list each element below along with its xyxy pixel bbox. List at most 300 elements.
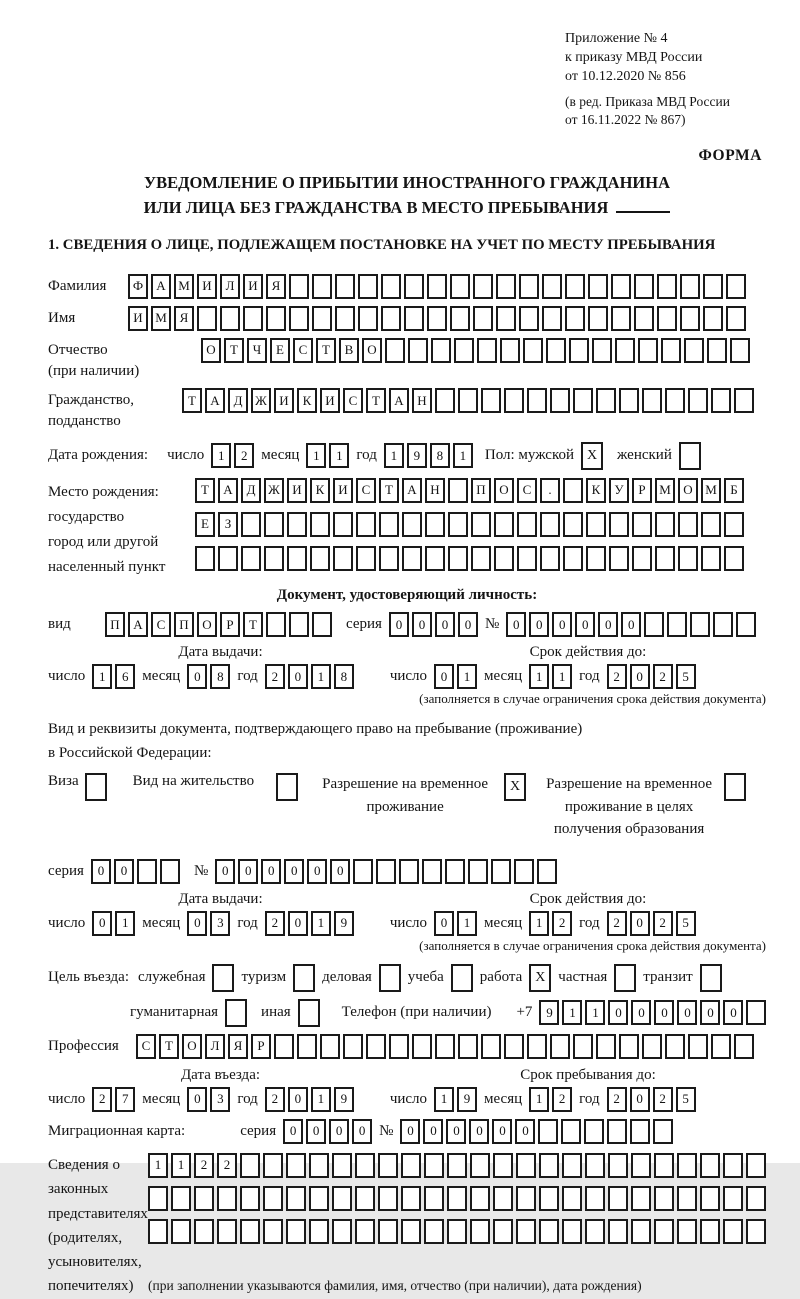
- char-cell[interactable]: А: [128, 612, 148, 637]
- char-cell[interactable]: [435, 1034, 455, 1059]
- char-cell[interactable]: [263, 1219, 283, 1244]
- char-cell[interactable]: [519, 306, 539, 331]
- char-cell[interactable]: [596, 1034, 616, 1059]
- char-cell[interactable]: И: [243, 274, 263, 299]
- char-cell[interactable]: 1: [311, 1087, 331, 1112]
- char-cell[interactable]: [194, 1219, 214, 1244]
- char-cell[interactable]: [491, 859, 511, 884]
- char-cell[interactable]: [540, 512, 560, 537]
- char-cell[interactable]: Ф: [128, 274, 148, 299]
- char-cell[interactable]: [379, 512, 399, 537]
- char-cell[interactable]: [297, 1034, 317, 1059]
- char-cell[interactable]: Р: [220, 612, 240, 637]
- char-cell[interactable]: Ж: [251, 388, 271, 413]
- char-cell[interactable]: Я: [228, 1034, 248, 1059]
- char-cell[interactable]: 0: [469, 1119, 489, 1144]
- char-cell[interactable]: Т: [159, 1034, 179, 1059]
- char-cell[interactable]: [607, 1119, 627, 1144]
- char-cell[interactable]: 2: [552, 911, 572, 936]
- char-cell[interactable]: [310, 512, 330, 537]
- char-cell[interactable]: [264, 512, 284, 537]
- char-cell[interactable]: Л: [205, 1034, 225, 1059]
- char-cell[interactable]: [266, 612, 286, 637]
- char-cell[interactable]: [634, 306, 654, 331]
- char-cell[interactable]: [642, 1034, 662, 1059]
- char-cell[interactable]: Д: [228, 388, 248, 413]
- sex-male-checkbox[interactable]: X: [581, 442, 603, 470]
- residence-permit-checkbox[interactable]: [276, 773, 298, 801]
- char-cell[interactable]: И: [287, 478, 307, 503]
- char-cell[interactable]: 0: [389, 612, 409, 637]
- char-cell[interactable]: [665, 1034, 685, 1059]
- char-cell[interactable]: [366, 1034, 386, 1059]
- char-cell[interactable]: 2: [653, 1087, 673, 1112]
- char-cell[interactable]: 5: [676, 911, 696, 936]
- char-cell[interactable]: Т: [366, 388, 386, 413]
- char-cell[interactable]: [312, 274, 332, 299]
- char-cell[interactable]: [289, 274, 309, 299]
- char-cell[interactable]: П: [105, 612, 125, 637]
- char-cell[interactable]: [389, 1034, 409, 1059]
- char-cell[interactable]: [657, 274, 677, 299]
- char-cell[interactable]: 2: [607, 1087, 627, 1112]
- char-cell[interactable]: 1: [552, 664, 572, 689]
- char-cell[interactable]: [378, 1219, 398, 1244]
- char-cell[interactable]: [538, 1119, 558, 1144]
- char-cell[interactable]: [585, 1153, 605, 1178]
- char-cell[interactable]: [309, 1153, 329, 1178]
- char-cell[interactable]: [655, 512, 675, 537]
- char-cell[interactable]: [425, 512, 445, 537]
- char-cell[interactable]: [608, 1219, 628, 1244]
- char-cell[interactable]: 0: [288, 664, 308, 689]
- char-cell[interactable]: [427, 274, 447, 299]
- char-cell[interactable]: [217, 1219, 237, 1244]
- char-cell[interactable]: [243, 306, 263, 331]
- char-cell[interactable]: [746, 1000, 766, 1025]
- char-cell[interactable]: [333, 546, 353, 571]
- char-cell[interactable]: [654, 1153, 674, 1178]
- char-cell[interactable]: [312, 612, 332, 637]
- char-cell[interactable]: [148, 1219, 168, 1244]
- char-cell[interactable]: [657, 306, 677, 331]
- char-cell[interactable]: [550, 388, 570, 413]
- char-cell[interactable]: 2: [265, 1087, 285, 1112]
- char-cell[interactable]: [734, 1034, 754, 1059]
- char-cell[interactable]: [723, 1153, 743, 1178]
- char-cell[interactable]: Т: [182, 388, 202, 413]
- char-cell[interactable]: 2: [217, 1153, 237, 1178]
- char-cell[interactable]: С: [151, 612, 171, 637]
- char-cell[interactable]: [450, 306, 470, 331]
- char-cell[interactable]: [493, 1153, 513, 1178]
- char-cell[interactable]: [746, 1186, 766, 1211]
- char-cell[interactable]: [470, 1219, 490, 1244]
- char-cell[interactable]: [703, 274, 723, 299]
- char-cell[interactable]: [713, 612, 733, 637]
- char-cell[interactable]: 2: [92, 1087, 112, 1112]
- char-cell[interactable]: [287, 546, 307, 571]
- char-cell[interactable]: [736, 612, 756, 637]
- char-cell[interactable]: [539, 1186, 559, 1211]
- char-cell[interactable]: [468, 859, 488, 884]
- char-cell[interactable]: [701, 546, 721, 571]
- purpose-business-checkbox[interactable]: [379, 964, 401, 992]
- char-cell[interactable]: [677, 1219, 697, 1244]
- char-cell[interactable]: .: [540, 478, 560, 503]
- char-cell[interactable]: [401, 1186, 421, 1211]
- char-cell[interactable]: 0: [215, 859, 235, 884]
- char-cell[interactable]: [310, 546, 330, 571]
- char-cell[interactable]: П: [174, 612, 194, 637]
- char-cell[interactable]: [220, 306, 240, 331]
- char-cell[interactable]: [332, 1219, 352, 1244]
- char-cell[interactable]: 0: [187, 1087, 207, 1112]
- char-cell[interactable]: [504, 1034, 524, 1059]
- char-cell[interactable]: [730, 338, 750, 363]
- char-cell[interactable]: 1: [562, 1000, 582, 1025]
- char-cell[interactable]: [677, 1153, 697, 1178]
- char-cell[interactable]: И: [333, 478, 353, 503]
- char-cell[interactable]: 0: [352, 1119, 372, 1144]
- char-cell[interactable]: 1: [329, 443, 349, 468]
- char-cell[interactable]: [565, 274, 585, 299]
- char-cell[interactable]: 0: [552, 612, 572, 637]
- char-cell[interactable]: [726, 274, 746, 299]
- char-cell[interactable]: [287, 512, 307, 537]
- char-cell[interactable]: 0: [238, 859, 258, 884]
- char-cell[interactable]: 0: [492, 1119, 512, 1144]
- char-cell[interactable]: А: [389, 388, 409, 413]
- char-cell[interactable]: 3: [210, 911, 230, 936]
- char-cell[interactable]: 1: [529, 911, 549, 936]
- char-cell[interactable]: [332, 1186, 352, 1211]
- char-cell[interactable]: [470, 1153, 490, 1178]
- char-cell[interactable]: 0: [654, 1000, 674, 1025]
- char-cell[interactable]: 0: [307, 859, 327, 884]
- char-cell[interactable]: А: [402, 478, 422, 503]
- char-cell[interactable]: [412, 1034, 432, 1059]
- char-cell[interactable]: [584, 1119, 604, 1144]
- char-cell[interactable]: [194, 1186, 214, 1211]
- char-cell[interactable]: 2: [234, 443, 254, 468]
- char-cell[interactable]: 2: [265, 911, 285, 936]
- char-cell[interactable]: [644, 612, 664, 637]
- char-cell[interactable]: У: [609, 478, 629, 503]
- char-cell[interactable]: К: [310, 478, 330, 503]
- char-cell[interactable]: [286, 1186, 306, 1211]
- char-cell[interactable]: 0: [515, 1119, 535, 1144]
- char-cell[interactable]: [586, 546, 606, 571]
- char-cell[interactable]: [427, 306, 447, 331]
- char-cell[interactable]: [700, 1219, 720, 1244]
- char-cell[interactable]: [642, 388, 662, 413]
- char-cell[interactable]: 9: [334, 1087, 354, 1112]
- char-cell[interactable]: 2: [265, 664, 285, 689]
- char-cell[interactable]: [661, 338, 681, 363]
- sex-female-checkbox[interactable]: [679, 442, 701, 470]
- char-cell[interactable]: 1: [384, 443, 404, 468]
- char-cell[interactable]: [711, 1034, 731, 1059]
- char-cell[interactable]: [608, 1186, 628, 1211]
- char-cell[interactable]: 0: [700, 1000, 720, 1025]
- char-cell[interactable]: [519, 274, 539, 299]
- char-cell[interactable]: С: [517, 478, 537, 503]
- char-cell[interactable]: А: [205, 388, 225, 413]
- char-cell[interactable]: [217, 1186, 237, 1211]
- char-cell[interactable]: [680, 306, 700, 331]
- char-cell[interactable]: 5: [676, 1087, 696, 1112]
- purpose-study-checkbox[interactable]: [451, 964, 473, 992]
- char-cell[interactable]: [332, 1153, 352, 1178]
- char-cell[interactable]: [632, 546, 652, 571]
- char-cell[interactable]: 0: [630, 911, 650, 936]
- char-cell[interactable]: Р: [632, 478, 652, 503]
- char-cell[interactable]: С: [356, 478, 376, 503]
- char-cell[interactable]: 0: [434, 911, 454, 936]
- char-cell[interactable]: [746, 1219, 766, 1244]
- char-cell[interactable]: 1: [311, 911, 331, 936]
- char-cell[interactable]: [312, 306, 332, 331]
- char-cell[interactable]: 0: [723, 1000, 743, 1025]
- char-cell[interactable]: [266, 306, 286, 331]
- char-cell[interactable]: [263, 1186, 283, 1211]
- char-cell[interactable]: 8: [210, 664, 230, 689]
- char-cell[interactable]: 0: [435, 612, 455, 637]
- char-cell[interactable]: [448, 478, 468, 503]
- char-cell[interactable]: [684, 338, 704, 363]
- char-cell[interactable]: О: [182, 1034, 202, 1059]
- char-cell[interactable]: [723, 1219, 743, 1244]
- char-cell[interactable]: 6: [115, 664, 135, 689]
- char-cell[interactable]: [630, 1119, 650, 1144]
- char-cell[interactable]: [378, 1153, 398, 1178]
- char-cell[interactable]: [585, 1186, 605, 1211]
- char-cell[interactable]: [241, 546, 261, 571]
- char-cell[interactable]: С: [136, 1034, 156, 1059]
- char-cell[interactable]: Т: [224, 338, 244, 363]
- char-cell[interactable]: [517, 546, 537, 571]
- char-cell[interactable]: [654, 1219, 674, 1244]
- char-cell[interactable]: 0: [434, 664, 454, 689]
- char-cell[interactable]: [654, 1186, 674, 1211]
- char-cell[interactable]: [171, 1186, 191, 1211]
- char-cell[interactable]: 0: [446, 1119, 466, 1144]
- char-cell[interactable]: 0: [330, 859, 350, 884]
- char-cell[interactable]: [690, 612, 710, 637]
- char-cell[interactable]: [655, 546, 675, 571]
- char-cell[interactable]: [447, 1186, 467, 1211]
- char-cell[interactable]: 2: [552, 1087, 572, 1112]
- char-cell[interactable]: [404, 274, 424, 299]
- char-cell[interactable]: [171, 1219, 191, 1244]
- char-cell[interactable]: [563, 512, 583, 537]
- char-cell[interactable]: [703, 306, 723, 331]
- char-cell[interactable]: 8: [430, 443, 450, 468]
- char-cell[interactable]: [517, 512, 537, 537]
- char-cell[interactable]: [356, 546, 376, 571]
- char-cell[interactable]: [378, 1186, 398, 1211]
- char-cell[interactable]: [197, 306, 217, 331]
- char-cell[interactable]: [631, 1219, 651, 1244]
- char-cell[interactable]: 1: [92, 664, 112, 689]
- char-cell[interactable]: 0: [423, 1119, 443, 1144]
- char-cell[interactable]: [493, 1186, 513, 1211]
- char-cell[interactable]: [355, 1219, 375, 1244]
- char-cell[interactable]: [539, 1219, 559, 1244]
- char-cell[interactable]: [665, 388, 685, 413]
- char-cell[interactable]: [516, 1153, 536, 1178]
- char-cell[interactable]: [562, 1186, 582, 1211]
- char-cell[interactable]: [358, 306, 378, 331]
- char-cell[interactable]: О: [197, 612, 217, 637]
- purpose-private-checkbox[interactable]: [614, 964, 636, 992]
- char-cell[interactable]: [425, 546, 445, 571]
- char-cell[interactable]: [286, 1219, 306, 1244]
- purpose-transit-checkbox[interactable]: [700, 964, 722, 992]
- char-cell[interactable]: [588, 274, 608, 299]
- char-cell[interactable]: 0: [630, 1087, 650, 1112]
- char-cell[interactable]: [619, 388, 639, 413]
- char-cell[interactable]: 1: [453, 443, 473, 468]
- char-cell[interactable]: 0: [598, 612, 618, 637]
- char-cell[interactable]: [539, 1153, 559, 1178]
- char-cell[interactable]: 0: [92, 911, 112, 936]
- char-cell[interactable]: [634, 274, 654, 299]
- char-cell[interactable]: [726, 306, 746, 331]
- char-cell[interactable]: [516, 1219, 536, 1244]
- char-cell[interactable]: [631, 1186, 651, 1211]
- char-cell[interactable]: [376, 859, 396, 884]
- char-cell[interactable]: [615, 338, 635, 363]
- char-cell[interactable]: 1: [529, 664, 549, 689]
- char-cell[interactable]: [493, 1219, 513, 1244]
- char-cell[interactable]: [611, 306, 631, 331]
- char-cell[interactable]: [596, 388, 616, 413]
- char-cell[interactable]: 0: [608, 1000, 628, 1025]
- char-cell[interactable]: Б: [724, 478, 744, 503]
- char-cell[interactable]: [335, 274, 355, 299]
- char-cell[interactable]: [481, 388, 501, 413]
- char-cell[interactable]: 0: [329, 1119, 349, 1144]
- char-cell[interactable]: [447, 1219, 467, 1244]
- char-cell[interactable]: 1: [457, 911, 477, 936]
- char-cell[interactable]: [573, 388, 593, 413]
- char-cell[interactable]: [527, 388, 547, 413]
- char-cell[interactable]: П: [471, 478, 491, 503]
- char-cell[interactable]: 0: [575, 612, 595, 637]
- char-cell[interactable]: [701, 512, 721, 537]
- char-cell[interactable]: [264, 546, 284, 571]
- char-cell[interactable]: [195, 546, 215, 571]
- char-cell[interactable]: [638, 338, 658, 363]
- char-cell[interactable]: Т: [243, 612, 263, 637]
- char-cell[interactable]: [309, 1219, 329, 1244]
- char-cell[interactable]: [688, 388, 708, 413]
- char-cell[interactable]: И: [320, 388, 340, 413]
- char-cell[interactable]: Т: [379, 478, 399, 503]
- char-cell[interactable]: [343, 1034, 363, 1059]
- char-cell[interactable]: [608, 1153, 628, 1178]
- char-cell[interactable]: К: [297, 388, 317, 413]
- edu-residence-permit-checkbox[interactable]: [724, 773, 746, 801]
- char-cell[interactable]: Е: [195, 512, 215, 537]
- char-cell[interactable]: 3: [210, 1087, 230, 1112]
- char-cell[interactable]: [385, 338, 405, 363]
- char-cell[interactable]: [561, 1119, 581, 1144]
- char-cell[interactable]: [734, 388, 754, 413]
- char-cell[interactable]: [424, 1186, 444, 1211]
- char-cell[interactable]: С: [343, 388, 363, 413]
- char-cell[interactable]: 0: [412, 612, 432, 637]
- char-cell[interactable]: [401, 1153, 421, 1178]
- purpose-tourism-checkbox[interactable]: [293, 964, 315, 992]
- char-cell[interactable]: [632, 512, 652, 537]
- char-cell[interactable]: 0: [288, 911, 308, 936]
- char-cell[interactable]: [320, 1034, 340, 1059]
- char-cell[interactable]: [240, 1153, 260, 1178]
- char-cell[interactable]: И: [197, 274, 217, 299]
- purpose-work-checkbox[interactable]: X: [529, 964, 551, 992]
- char-cell[interactable]: [542, 274, 562, 299]
- char-cell[interactable]: Н: [425, 478, 445, 503]
- char-cell[interactable]: [458, 1034, 478, 1059]
- char-cell[interactable]: [381, 306, 401, 331]
- char-cell[interactable]: [494, 546, 514, 571]
- char-cell[interactable]: 1: [148, 1153, 168, 1178]
- char-cell[interactable]: [678, 546, 698, 571]
- char-cell[interactable]: Л: [220, 274, 240, 299]
- char-cell[interactable]: [445, 859, 465, 884]
- char-cell[interactable]: М: [655, 478, 675, 503]
- char-cell[interactable]: [542, 306, 562, 331]
- char-cell[interactable]: [424, 1153, 444, 1178]
- char-cell[interactable]: 0: [284, 859, 304, 884]
- char-cell[interactable]: О: [362, 338, 382, 363]
- char-cell[interactable]: [494, 512, 514, 537]
- char-cell[interactable]: 2: [607, 664, 627, 689]
- char-cell[interactable]: З: [218, 512, 238, 537]
- char-cell[interactable]: [724, 546, 744, 571]
- char-cell[interactable]: [746, 1153, 766, 1178]
- char-cell[interactable]: И: [274, 388, 294, 413]
- char-cell[interactable]: [473, 306, 493, 331]
- char-cell[interactable]: 9: [407, 443, 427, 468]
- char-cell[interactable]: В: [339, 338, 359, 363]
- char-cell[interactable]: [573, 1034, 593, 1059]
- char-cell[interactable]: [563, 478, 583, 503]
- char-cell[interactable]: [537, 859, 557, 884]
- char-cell[interactable]: 1: [529, 1087, 549, 1112]
- char-cell[interactable]: Ж: [264, 478, 284, 503]
- char-cell[interactable]: [586, 512, 606, 537]
- char-cell[interactable]: 1: [585, 1000, 605, 1025]
- char-cell[interactable]: Т: [316, 338, 336, 363]
- char-cell[interactable]: М: [174, 274, 194, 299]
- char-cell[interactable]: 0: [677, 1000, 697, 1025]
- char-cell[interactable]: [333, 512, 353, 537]
- char-cell[interactable]: [473, 274, 493, 299]
- char-cell[interactable]: 0: [283, 1119, 303, 1144]
- char-cell[interactable]: [470, 1186, 490, 1211]
- char-cell[interactable]: [700, 1186, 720, 1211]
- char-cell[interactable]: [653, 1119, 673, 1144]
- purpose-other-checkbox[interactable]: [298, 999, 320, 1027]
- char-cell[interactable]: [435, 388, 455, 413]
- char-cell[interactable]: [160, 859, 180, 884]
- char-cell[interactable]: [724, 512, 744, 537]
- char-cell[interactable]: [450, 274, 470, 299]
